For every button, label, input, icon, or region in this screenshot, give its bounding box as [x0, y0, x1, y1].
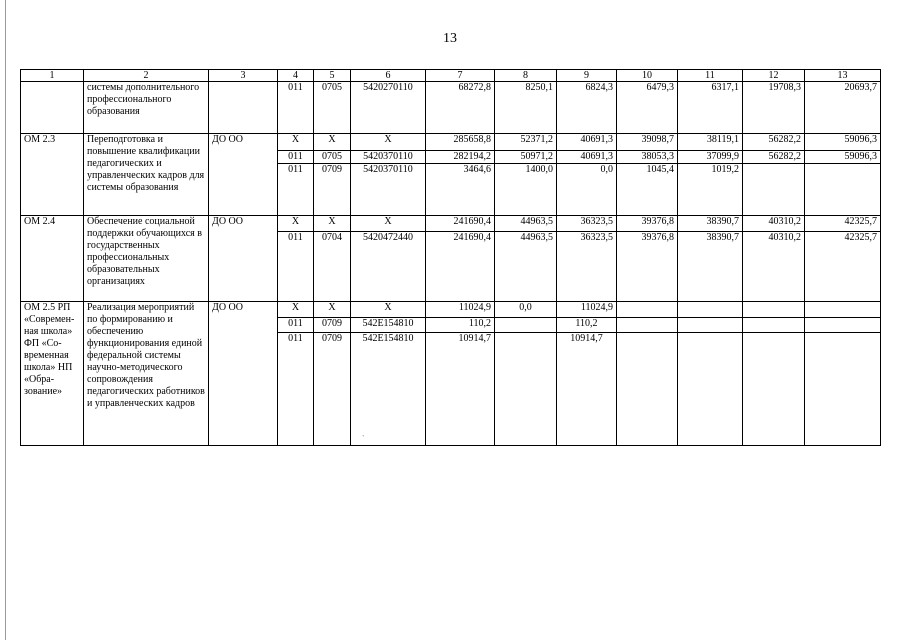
cell-value: 40691,3: [557, 134, 617, 151]
column-number: 4: [278, 70, 314, 82]
cell-value: 36323,5: [557, 216, 617, 232]
cell-section: 0705: [314, 82, 351, 134]
column-number: 5: [314, 70, 351, 82]
column-number: 3: [209, 70, 278, 82]
cell-section: Х: [314, 302, 351, 318]
cell-grbs: 011: [278, 151, 314, 164]
cell-value: 282194,2: [426, 151, 495, 164]
cell-value: 8250,1: [495, 82, 557, 134]
cell-grbs: 011: [278, 333, 314, 446]
cell-value: 0,0: [557, 164, 617, 216]
cell-value: 37099,9: [678, 151, 743, 164]
cell-value: 36323,5: [557, 232, 617, 302]
cell-value: [743, 318, 805, 333]
cell-target: 5420270110: [351, 82, 426, 134]
cell-value: 59096,3: [805, 134, 881, 151]
measure-name: Реализация мероприятий по формированию и обеспечению функционирования единой федеральной системы научно-методического сопровождения педагогических работников и управленческих кадров: [84, 302, 209, 446]
cell-value: 6824,3: [557, 82, 617, 134]
column-number: 1: [21, 70, 84, 82]
cell-value: [805, 333, 881, 446]
table-row: [21, 302, 881, 318]
cell-section: 0709: [314, 164, 351, 216]
cell-value: [805, 318, 881, 333]
cell-grbs: 011: [278, 164, 314, 216]
column-number: 12: [743, 70, 805, 82]
cell-target: 5420370110: [351, 151, 426, 164]
budget-table: [20, 69, 881, 446]
cell-target: 542Е154810: [351, 318, 426, 333]
measure-name: Обеспечение социальной поддержки обучающихся в государственных профессиональных образовательных организациях: [84, 216, 209, 302]
measure-executor: ДО ОО: [209, 302, 278, 446]
cell-section: 0704: [314, 232, 351, 302]
cell-section: 0705: [314, 151, 351, 164]
cell-target: Х: [351, 302, 426, 318]
cell-value: 42325,7: [805, 232, 881, 302]
cell-section: 0709: [314, 333, 351, 446]
cell-section: 0709: [314, 318, 351, 333]
cell-value: [617, 302, 678, 318]
cell-value: 39098,7: [617, 134, 678, 151]
cell-value: 39376,8: [617, 232, 678, 302]
cell-empty: [21, 82, 84, 134]
column-number: 2: [84, 70, 209, 82]
cell-value: 6479,3: [617, 82, 678, 134]
page-edge-line: [5, 0, 6, 640]
cell-grbs: Х: [278, 216, 314, 232]
cell-value: 10914,7: [426, 333, 495, 446]
measure-executor: ДО ОО: [209, 134, 278, 216]
scan-speck: `: [362, 434, 365, 443]
cell-target: 5420472440: [351, 232, 426, 302]
cell-value: [743, 164, 805, 216]
measure-code: ОМ 2.3: [21, 134, 84, 216]
table-header-row: [21, 70, 881, 82]
cell-value: 39376,8: [617, 216, 678, 232]
cell-value: 42325,7: [805, 216, 881, 232]
column-number: 7: [426, 70, 495, 82]
cell-target: Х: [351, 216, 426, 232]
cell-grbs: 011: [278, 82, 314, 134]
cell-value: [495, 318, 557, 333]
cell-value: 38390,7: [678, 216, 743, 232]
cell-value: 6317,1: [678, 82, 743, 134]
measure-executor: ДО ОО: [209, 216, 278, 302]
cell-value: 40310,2: [743, 232, 805, 302]
column-number: 8: [495, 70, 557, 82]
cell-empty: [209, 82, 278, 134]
cell-target: 5420370110: [351, 164, 426, 216]
cell-value: 241690,4: [426, 216, 495, 232]
measure-code: ОМ 2.4: [21, 216, 84, 302]
column-number: 11: [678, 70, 743, 82]
cell-value: [678, 302, 743, 318]
cell-value: 56282,2: [743, 134, 805, 151]
cell-value: 11024,9: [426, 302, 495, 318]
cell-grbs: 011: [278, 318, 314, 333]
table-row: [21, 134, 881, 151]
column-number: 9: [557, 70, 617, 82]
cell-grbs: Х: [278, 134, 314, 151]
cell-value: 241690,4: [426, 232, 495, 302]
cell-value: [678, 318, 743, 333]
cell-grbs: Х: [278, 302, 314, 318]
column-number: 6: [351, 70, 426, 82]
cell-value: 10914,7: [557, 333, 617, 446]
cell-section: Х: [314, 216, 351, 232]
cell-value: 1400,0: [495, 164, 557, 216]
cell-grbs: 011: [278, 232, 314, 302]
measure-code: ОМ 2.5 РП «Современ-ная школа» ФП «Со-временная школа» НП «Обра-зование»: [21, 302, 84, 446]
cell-value: [617, 318, 678, 333]
cell-value: 1045,4: [617, 164, 678, 216]
page-number: 13: [443, 31, 457, 46]
cell-value: 3464,6: [426, 164, 495, 216]
cell-value: 1019,2: [678, 164, 743, 216]
cell-value: 50971,2: [495, 151, 557, 164]
measure-name: системы дополнительного профессионального образования: [84, 82, 209, 134]
cell-value: [678, 333, 743, 446]
cell-value: 19708,3: [743, 82, 805, 134]
cell-value: 40691,3: [557, 151, 617, 164]
measure-name: Переподготовка и повышение квалификации педагогических и управленческих кадров для системы образования: [84, 134, 209, 216]
cell-value: 110,2: [557, 318, 617, 333]
cell-target: Х: [351, 134, 426, 151]
cell-value: 285658,8: [426, 134, 495, 151]
table-row: [21, 216, 881, 232]
cell-value: 11024,9: [557, 302, 617, 318]
cell-value: 20693,7: [805, 82, 881, 134]
cell-value: [805, 164, 881, 216]
cell-value: 52371,2: [495, 134, 557, 151]
cell-section: Х: [314, 134, 351, 151]
cell-value: [617, 333, 678, 446]
table-row: [21, 82, 881, 134]
column-number: 13: [805, 70, 881, 82]
cell-value: 0,0: [495, 302, 557, 318]
cell-value: [743, 333, 805, 446]
cell-value: [805, 302, 881, 318]
cell-value: 38053,3: [617, 151, 678, 164]
cell-value: 44963,5: [495, 232, 557, 302]
cell-value: 68272,8: [426, 82, 495, 134]
cell-value: [743, 302, 805, 318]
cell-value: 110,2: [426, 318, 495, 333]
cell-target: 542Е154810: [351, 333, 426, 446]
cell-value: 38390,7: [678, 232, 743, 302]
cell-value: 40310,2: [743, 216, 805, 232]
cell-value: 38119,1: [678, 134, 743, 151]
cell-value: 56282,2: [743, 151, 805, 164]
cell-value: [495, 333, 557, 446]
column-number: 10: [617, 70, 678, 82]
cell-value: 59096,3: [805, 151, 881, 164]
cell-value: 44963,5: [495, 216, 557, 232]
